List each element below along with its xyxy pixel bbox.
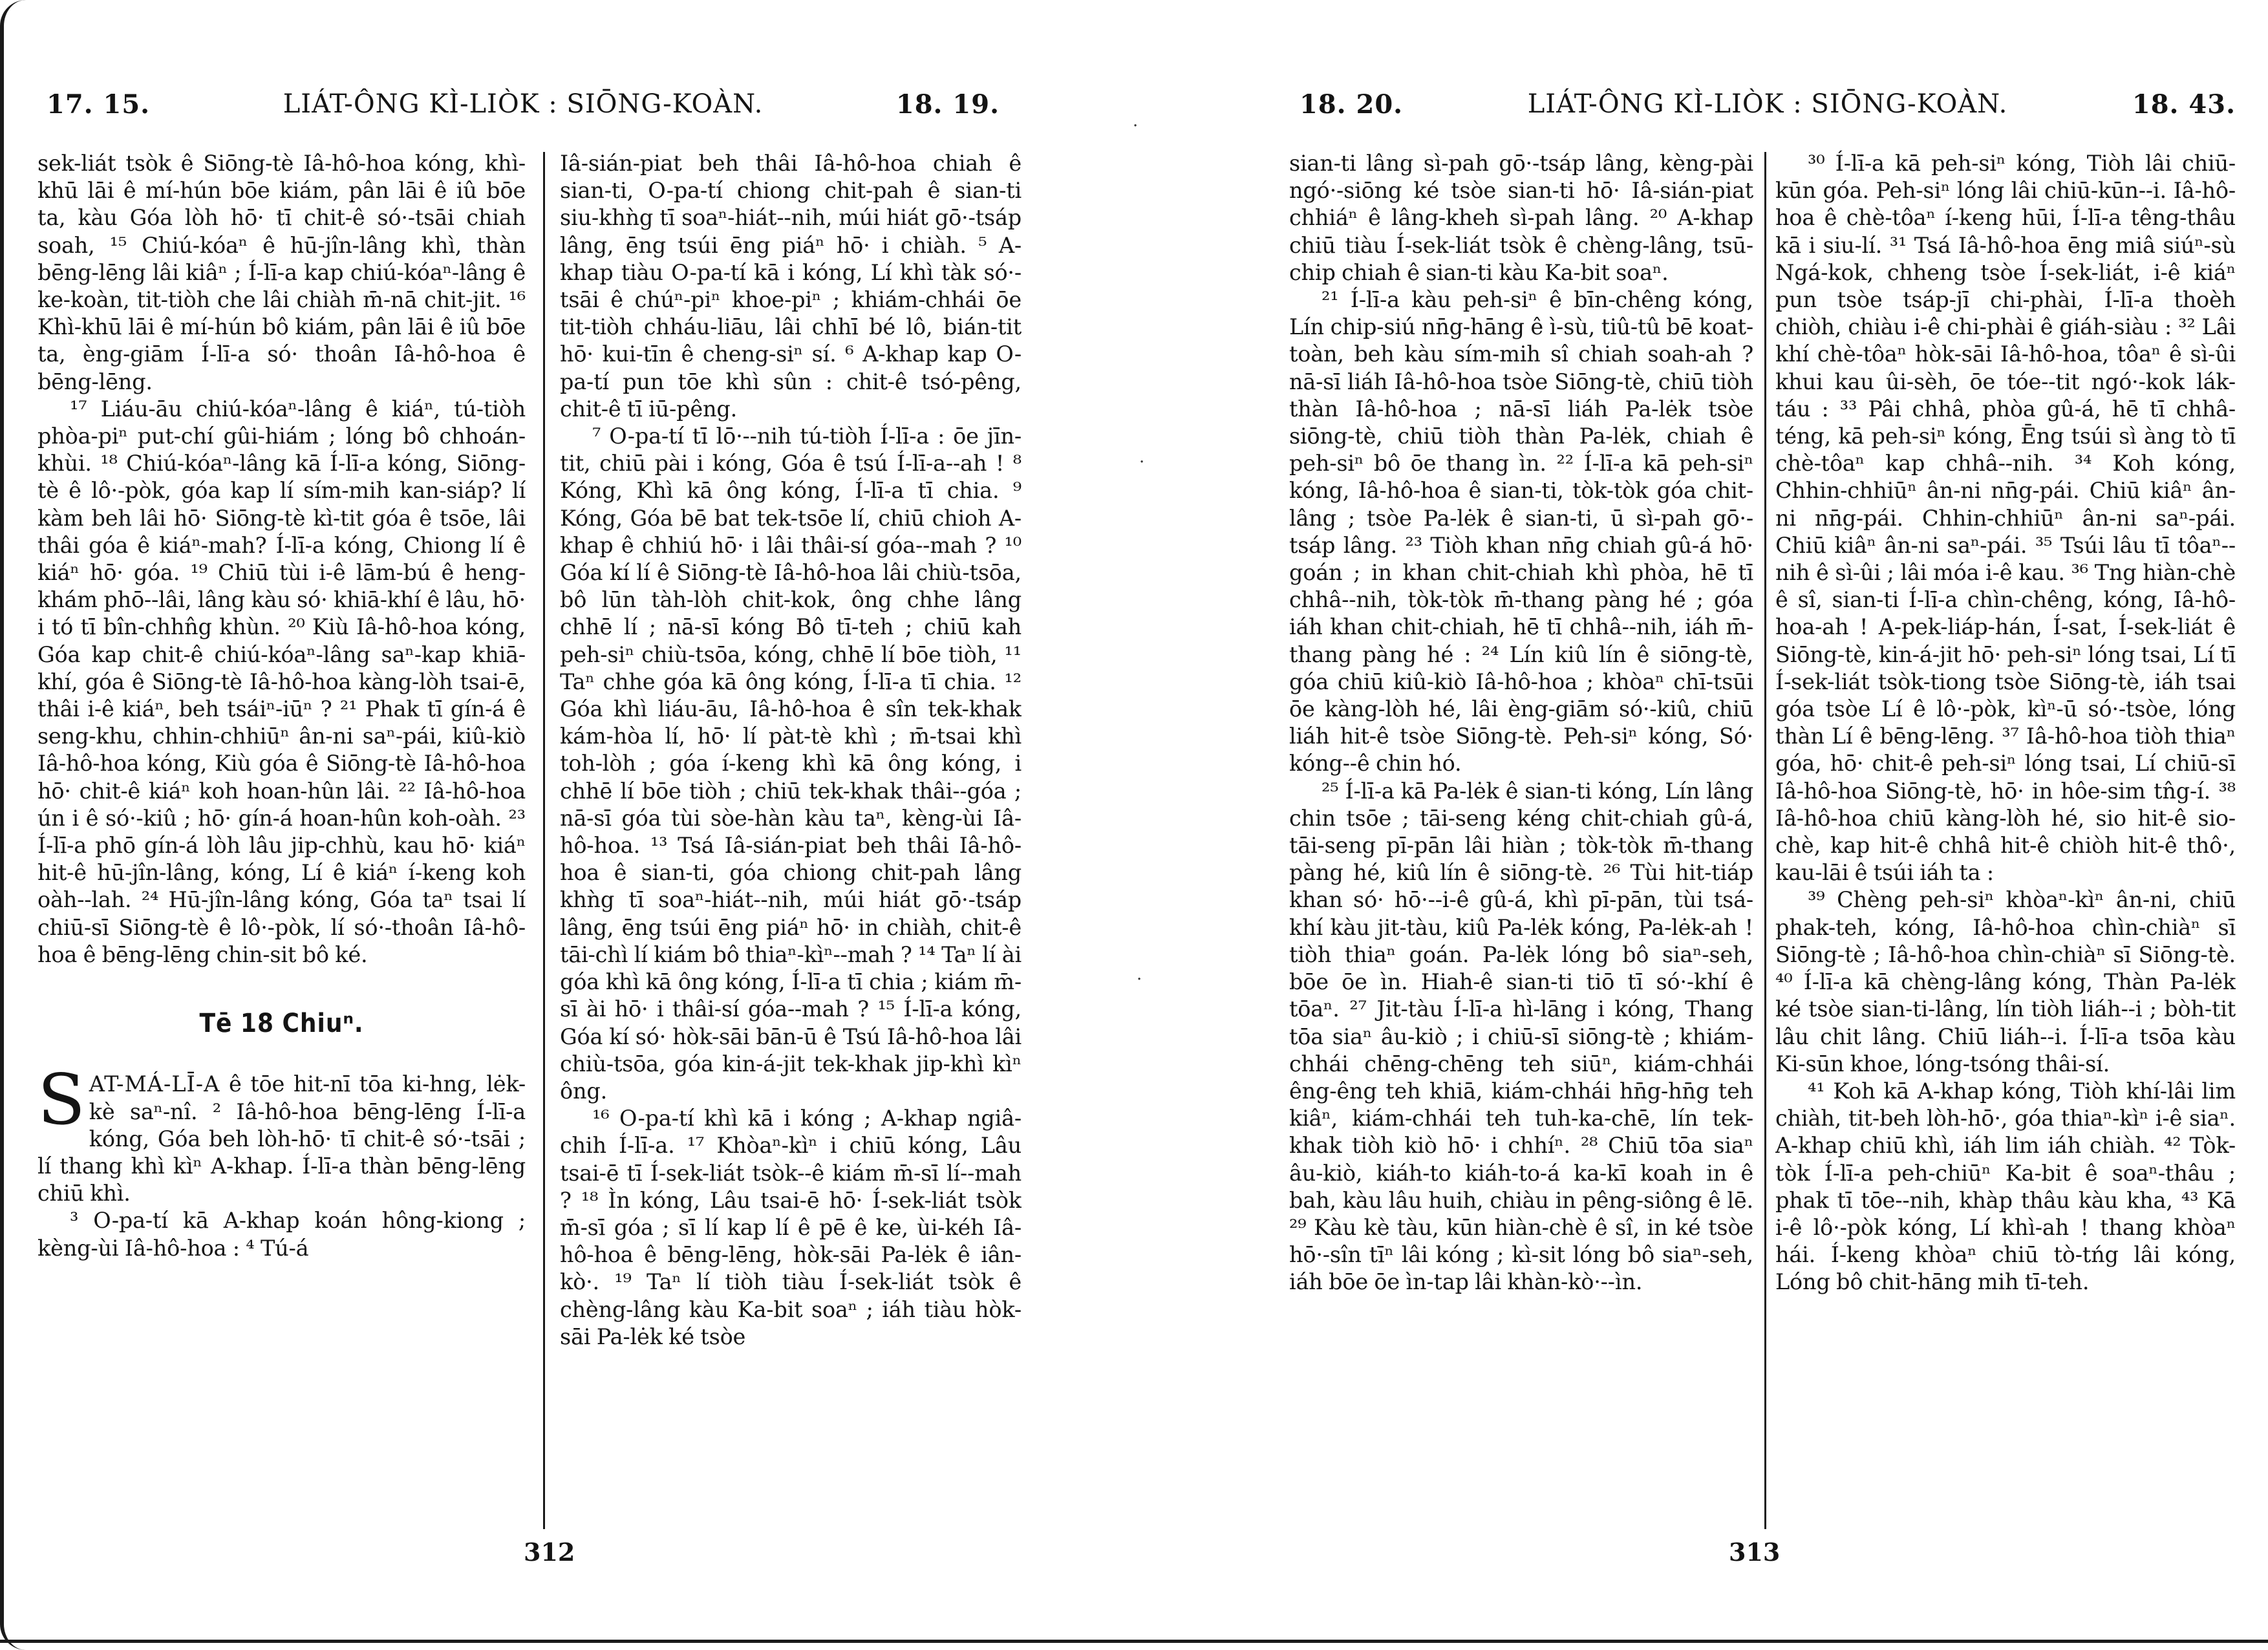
right-header-verse-start: 18. 20. [1300, 89, 1404, 120]
chapter-heading: Tē 18 Chiuⁿ. [199, 1009, 364, 1039]
left-header-verse-end: 18. 19. [895, 89, 1000, 120]
text-paragraph: ⁴¹ Koh kā A-khap kóng, Tiòh khí-lâi lim chiàh, tit-beh lòh-hō·, góa thiaⁿ-kìⁿ i-ê siaⁿ. A-khap chiū khì, iáh lim iáh chiàh. ⁴² Tòk-tòk Í-lī-a peh-chiūⁿ Ka-bit ê soaⁿ-thâu ; phak tī tōe--nih, khàp thâu kàu kha, ⁴³ Kā i-ê lô·-pòk kóng, Lí khì-ah ! thang khòaⁿ hái. Í-keng khòaⁿ chiū tò-tńg lâi kóng, Lóng bô chit-hāng mih tī-teh. [1775, 1078, 2236, 1295]
text-paragraph: ¹⁶ O-pa-tí khì kā i kóng ; A-khap ngiâ-chih Í-lī-a. ¹⁷ Khòaⁿ-kìⁿ i chiū kóng, Lâu tsai-ē tī Í-sek-liát tsòk--ê kiám m̄-sī lí--mah ? ¹⁸ Ìn kóng, Lâu tsai-ē hō· Í-sek-liát tsòk m̄-sī góa ; sī lí kap lí ê pē ê ke, ùi-kéh Iâ-hô-hoa ê bēng-lēng, hòk-sāi Pa-lėk ê iân-kò·. ¹⁹ Taⁿ lí tiòh tiàu Í-sek-liát tsòk ê chèng-lâng kàu Ka-bit soaⁿ ; iáh tiàu hòk-sāi Pa-lėk ké tsòe [560, 1106, 1022, 1349]
book-bottom-edge [0, 1640, 2268, 1643]
left-header-verse-start: 17. 15. [47, 89, 151, 120]
column-divider [1764, 152, 1766, 1529]
text-paragraph: ³ O-pa-tí kā A-khap koán hông-kiong ; kèng-ùi Iâ-hô-hoa : ⁴ Tú-á [37, 1208, 526, 1261]
gutter-speck: · [1137, 970, 1142, 989]
text-paragraph: ³⁹ Chèng peh-siⁿ khòaⁿ-kìⁿ ân-ni, chiū phak-teh, kóng, Iâ-hô-hoa chìn-chiàⁿ sī Siōng-tè ; Iâ-hô-hoa chìn-chiàⁿ sī Siōng-tè. ⁴⁰ Í-lī-a kā chèng-lâng kóng, Thàn Pa-lėk ké tsòe sian-ti-lâng, lín tiòh liáh--i ; bòh-tit lâu chit lâng. Chiū liáh--i. Í-lī-a tsōa kàu Ki-sūn khoe, lóng-tsóng thâi-sí. [1775, 887, 2236, 1077]
left-page-number: 312 [524, 1538, 575, 1567]
book-binding-edge [0, 0, 26, 1650]
chapter-opening-word: AT-MÁ-LĪ-A [89, 1071, 220, 1097]
left-page-column-2 [560, 150, 1022, 1534]
left-header-title: LIÁT-ÔNG KÌ-LIÒK : SIŌNG-KOÀN. [283, 89, 764, 119]
right-header-title: LIÁT-ÔNG KÌ-LIÒK : SIŌNG-KOÀN. [1527, 89, 2008, 119]
text-paragraph: sek-liát tsòk ê Siōng-tè Iâ-hô-hoa kóng, khì-khū lāi ê mí-hún bōe kiám, pân lāi ê iû bōe ta, kàu Góa lòh hō· tī chit-ê só·-tsāi chiah soah, ¹⁵ Chiú-kóaⁿ ê hū-jîn-lâng khì, thàn bēng-lēng lâi kiâⁿ ; Í-lī-a kap chiú-kóaⁿ-lâng ê ke-koàn, tit-tiòh che lâi chiàh m̄-nā chit-jit. ¹⁶ Khì-khū lāi ê mí-hún bô kiám, pân lāi ê iû bōe ta, èng-giām Í-lī-a só· thoân Iâ-hô-hoa ê bēng-lēng. [37, 151, 526, 394]
right-header-verse-end: 18. 43. [2132, 89, 2236, 120]
text-paragraph: sian-ti lâng sì-pah gō·-tsáp lâng, kèng-pài ngó·-siōng ké tsòe sian-ti hō· Iâ-sián-piat chhiáⁿ ê lâng-kheh sì-pah lâng. ²⁰ A-khap chiū tiàu Í-sek-liát tsòk ê chèng-lâng, tsū-chip chiah ê sian-ti kàu Ka-bit soaⁿ. [1289, 151, 1753, 285]
chapter-opening-paragraph [37, 1060, 526, 1207]
right-running-header [1300, 89, 2236, 129]
text-paragraph: ⁷ O-pa-tí tī lō·--nih tú-tiòh Í-lī-a : ōe jīn-tit, chiū pài i kóng, Góa ê tsú Í-lī-a--ah ! ⁸ Kóng, Khì kā ông kóng, Í-lī-a tī chia. ⁹ Kóng, Góa bē bat tek-tsōe lí, chiū chioh A-khap ê chhiú hō· i lâi thâi-sí góa--mah ? ¹⁰ Góa kí lí ê Siōng-tè Iâ-hô-hoa lâi chiù-tsōa, bô lūn tàh-lòh chit-kok, ông chhe lâng chhē lí ; nā-sī kóng Bô tī-teh ; chiū kah peh-siⁿ chiù-tsōa, kóng, chhē lí bōe tiòh, ¹¹ Taⁿ chhe góa kā ông kóng, Í-lī-a tī chia. ¹² Góa khì liáu-āu, Iâ-hô-hoa ê sîn tek-khak kám-hòa lí, hō· lí pàt-tè khì ; m̄-tsai khì toh-lòh ; góa í-keng khì kā ông kóng, i chhē lí bōe tiòh ; chiū tek-khak thâi--góa ; nā-sī góa tùi sòe-hàn kàu taⁿ, kèng-ùi Iâ-hô-hoa. ¹³ Tsá Iâ-sián-piat beh thâi Iâ-hô-hoa ê sian-ti, góa chiong chit-pah lâng khǹg tī soaⁿ-hiát--nih, múi hiát gō·-tsáp lâng, ēng tsúi ēng piáⁿ hō· in chiàh, chit-ê tāi-chì lí kiám bô thiaⁿ-kìⁿ--mah ? ¹⁴ Taⁿ lí ài góa khì kā ông kóng, Í-lī-a tī chia ; kiám m̄-sī ài hō· i thâi-sí góa--mah ? ¹⁵ Í-lī-a kóng, Góa kí só· hòk-sāi bān-ū ê Tsú Iâ-hô-hoa lâi chiù-tsōa, góa kin-á-jit tek-khak jip-khì kìⁿ ông. [560, 423, 1022, 1104]
left-running-header [47, 89, 1000, 129]
text-paragraph: ¹⁷ Liáu-āu chiú-kóaⁿ-lâng ê kiáⁿ, tú-tiòh phòa-piⁿ put-chí gûi-hiám ; lóng bô chhoán-khùi. ¹⁸ Chiú-kóaⁿ-lâng kā Í-lī-a kóng, Siōng-tè ê lô·-pòk, góa kap lí sím-mih kan-siáp? lí kàm beh lâi hō· Siōng-tè kì-tit góa ê tsōe, lâi thâi góa ê kiáⁿ-mah? Í-lī-a kóng, Chiong lí ê kiáⁿ hō· góa. ¹⁹ Chiū tùi i-ê lām-bú ê heng-khám phō--lâi, lâng kàu só· khiā-khí ê lâu, hō· i tó tī bîn-chhn̂g khùn. ²⁰ Kiù Iâ-hô-hoa kóng, Góa kap chit-ê chiú-kóaⁿ-lâng saⁿ-kap khiā-khí, góa ê Siōng-tè Iâ-hô-hoa kàng-lòh tsai-ē, thâi i-ê kiáⁿ, beh tsáiⁿ-iūⁿ ? ²¹ Phak tī gín-á ê seng-khu, chhin-chhiūⁿ ân-ni saⁿ-pái, kiû-kiò Iâ-hô-hoa kóng, Kiù góa ê Siōng-tè Iâ-hô-hoa hō· chit-ê kiáⁿ koh hoan-hûn lâi. ²² Iâ-hô-hoa ún i ê só·-kiû ; hō· gín-á hoan-hûn koh-oàh. ²³ Í-lī-a phō gín-á lòh lâu jip-chhù, kau hō· kiáⁿ hit-ê hū-jîn-lâng, kóng, Lí ê kiáⁿ í-keng koh oàh--lah. ²⁴ Hū-jîn-lâng kóng, Góa taⁿ tsai lí chiū-sī Siōng-tè ê lô·-pòk, lí só·-thoân Iâ-hô-hoa ê bēng-lēng chin-sit bô ké. [37, 396, 526, 967]
left-page-column-1 [37, 150, 526, 1534]
drop-cap-letter: S [37, 1060, 85, 1141]
right-page-column-1 [1289, 150, 1753, 1534]
right-page [1134, 0, 2268, 1650]
text-paragraph: ²¹ Í-lī-a kàu peh-siⁿ ê bīn-chêng kóng, Lín chip-siú nn̄g-hāng ê ì-sù, tiû-tû bē koat-toàn, beh kàu sím-mih sî chiah soah-ah ? nā-sī liáh Iâ-hô-hoa tsòe Siōng-tè, chiū tiòh thàn Iâ-hô-hoa ; nā-sī liáh Pa-lėk tsòe siōng-tè, chiū tiòh thàn Pa-lėk, chiah ê peh-siⁿ bô ōe thang ìn. ²² Í-lī-a kā peh-siⁿ kóng, Iâ-hô-hoa ê sian-ti, tòk-tòk góa chit-lâng ; tsòe Pa-lėk ê sian-ti, ū sì-pah gō·-tsáp lâng. ²³ Tiòh khan nn̄g chiah gû-á hō· goán ; in khan chit-chiah khì phòa, hē tī chhâ--nih, tòk-tòk m̄-thang pàng hé ; góa iáh khan chit-chiah, hē tī chhâ--nih, iáh m̄-thang pàng hé : ²⁴ Lín kiû lín ê siōng-tè, góa chiū kiû-kiò Iâ-hô-hoa ; khòaⁿ chī-tsūi ōe kàng-lòh hé, lâi èng-giām só·-kiû, chiū liáh hit-ê tsòe Siōng-tè. Peh-siⁿ kóng, Só· kóng--ê chin hó. [1289, 287, 1753, 777]
text-paragraph: Iâ-sián-piat beh thâi Iâ-hô-hoa chiah ê sian-ti, O-pa-tí chiong chit-pah ê sian-ti siu-khǹg tī soaⁿ-hiát--nih, múi hiát gō·-tsáp lâng, ēng tsúi ēng piáⁿ hō· i chiàh. ⁵ A-khap tiàu O-pa-tí kā i kóng, Lí khì tàk só·-tsāi ê chúⁿ-piⁿ khoe-piⁿ ; khiám-chhái ōe tit-tiòh chháu-liāu, lâi chhī bé lô, bián-tit hō· kui-tīn ê cheng-siⁿ sí. ⁶ A-khap kap O-pa-tí pun tōe khì sûn : chit-ê tsó-pêng, chit-ê tī iū-pêng. [560, 151, 1022, 422]
gutter-speck: · [1133, 116, 1139, 136]
right-page-column-2 [1775, 150, 2236, 1534]
right-page-number: 313 [1729, 1538, 1781, 1567]
column-divider [543, 152, 545, 1529]
chapter-opening-text: ê tōe hit-nī tōa ki-hng, lėk-kè saⁿ-nî. ² Iâ-hô-hoa bēng-lēng Í-lī-a kóng, Góa beh lòh-hō· tī chit-ê só·-tsāi ; lí thang khì kìⁿ A-khap. Í-lī-a thàn bēng-lēng chiū khì. [37, 1071, 526, 1206]
text-paragraph: ²⁵ Í-lī-a kā Pa-lėk ê sian-ti kóng, Lín lâng chin tsōe ; tāi-seng kéng chit-chiah gû-á, tāi-seng pī-pān lâi hiàn ; tòk-tòk m̄-thang pàng hé, kiû lín ê siōng-tè. ²⁶ Tùi hit-tiáp khan só· hō·--i-ê gû-á, khì pī-pān, tùi tsá-khí kàu jit-tàu, kiû Pa-lėk kóng, Pa-lėk-ah ! tiòh thiaⁿ goán. Pa-lėk lóng bô siaⁿ-seh, bōe ōe ìn. Hiah-ê sian-ti tiō tī só·-khí ê tōaⁿ. ²⁷ Jit-tàu Í-lī-a hì-lāng i kóng, Thang tōa siaⁿ âu-kiò ; i chiū-sī siōng-tè ; khiám-chhái chēng-chēng teh siūⁿ, kiám-chhái êng-êng teh khiā, kiám-chhái hn̄g-hn̄g teh kiâⁿ, kiám-chhái teh tuh-ka-chē, lín tek-khak tiòh kiò hō· i chhíⁿ. ²⁸ Chiū tōa siaⁿ âu-kiò, kiáh-to kiáh-to-á ka-kī koah in ê bah, kàu lâu huih, chiàu in pêng-siông ê lē. ²⁹ Kàu kè tàu, kūn hiàn-chè ê sî, in ké tsòe hō·-sîn tīⁿ lâi kóng ; kì-sit lóng bô siaⁿ-seh, iáh bōe ōe ìn-tap lâi khàn-kò·--ìn. [1289, 778, 1753, 1295]
text-paragraph: ³⁰ Í-lī-a kā peh-siⁿ kóng, Tiòh lâi chiū-kūn góa. Peh-siⁿ lóng lâi chiū-kūn--i. Iâ-hô-hoa ê chè-tôaⁿ í-keng hūi, Í-lī-a têng-thâu kā i siu-lí. ³¹ Tsá Iâ-hô-hoa ēng miâ siúⁿ-sù Ngá-kok, chheng tsòe Í-sek-liát, i-ê kiáⁿ pun tsòe tsáp-jī chi-phài, Í-lī-a thoèh chiòh, chiàu i-ê chi-phài ê giáh-siàu : ³² Lâi khí chè-tôaⁿ hòk-sāi Iâ-hô-hoa, tôaⁿ ê sì-ûi khui kau ûi-sèh, ōe tóe--tit ngó·-kok lák-táu : ³³ Pâi chhâ, phòa gû-á, hē tī chhâ-téng, kā peh-siⁿ kóng, Ēng tsúi sì àng tò tī chè-tôaⁿ kap chhâ--nih. ³⁴ Koh kóng, Chhin-chhiūⁿ ân-ni nn̄g-pái. Chiū kiâⁿ ân-ni nn̄g-pái. Chhin-chhiūⁿ ân-ni saⁿ-pái. Chiū kiâⁿ ân-ni saⁿ-pái. ³⁵ Tsúi lâu tī tôaⁿ--nih ê sì-ûi ; lâi móa i-ê kau. ³⁶ Tng hiàn-chè ê sî, sian-ti Í-lī-a chìn-chêng, kóng, Iâ-hô-hoa-ah ! A-pek-liáp-hán, Í-sat, Í-sek-liát ê Siōng-tè, kin-á-jit hō· peh-siⁿ lóng tsai, Lí tī Í-sek-liát tsòk-tiong tsòe Siōng-tè, iáh tsai góa tsòe Lí ê lô·-pòk, kìⁿ-ū só·-tsòe, lóng thàn Lí ê bēng-lēng. ³⁷ Iâ-hô-hoa tiòh thiaⁿ góa, hō· chit-ê peh-siⁿ lóng tsai, Lí chiū-sī Iâ-hô-hoa Siōng-tè, hō· in hôe-sim tn̂g-í. ³⁸ Iâ-hô-hoa chiū kàng-lòh hé, sio hit-ê sio-chè, kap hit-ê chhâ hit-ê chiòh hit-ê thô·, kau-lāi ê tsúi iáh ta : [1775, 151, 2236, 886]
gutter-speck: · [1139, 453, 1145, 472]
